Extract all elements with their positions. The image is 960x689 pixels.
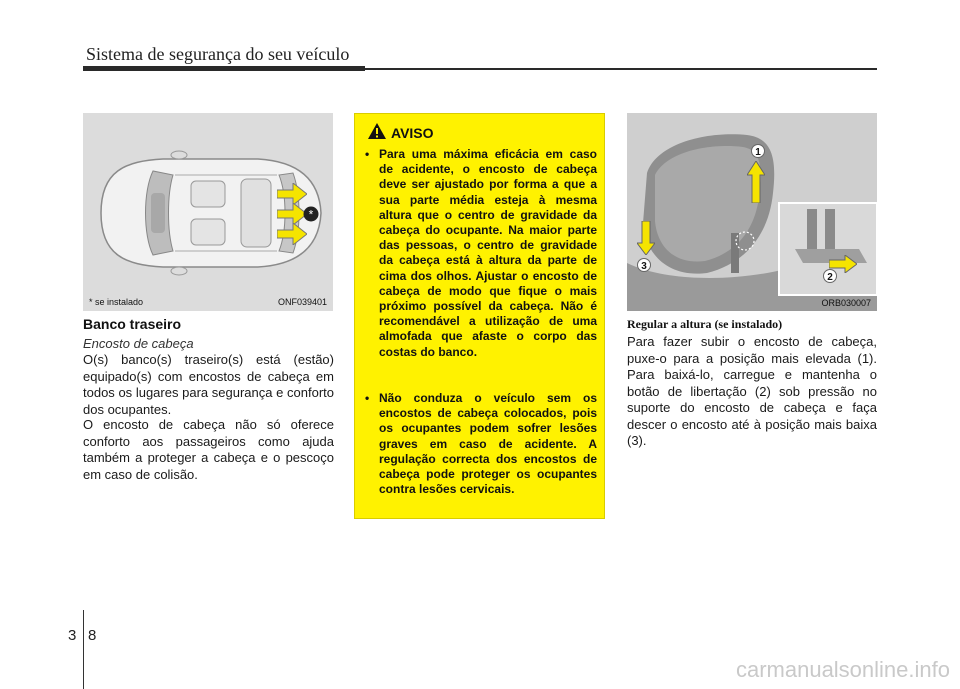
bullet: •: [365, 391, 370, 405]
warning-item-text: Não conduza o veículo sem os encostos de cabeça colocados, pois os ocupantes podem sofrer lesões graves em caso de acidente. A regulação correcta dos encostos de cabeça pode proteger os ocupantes contra lesões cervicais.: [379, 391, 597, 497]
headrest-adjustment-figure: [627, 113, 877, 311]
warning-item-text: Para uma máxima eficácia em caso de acidente, o encosto de cabeça deve ser ajustado por forma a que a sua parte média esteja à mesma altura que o centro de gravidade da cabeça do ocupante. Na maior parte das pessoas, o centro de gravidade da cabeça está à altura da parte de cima dos olhos. Ajustar o encosto de cabeça de modo que fique o mais próximo possível da cabeça. Não é recomendável a utilização de uma almofada que afaste o corpo das costas do banco.: [379, 147, 597, 359]
paragraph: O(s) banco(s) traseiro(s) está (estão) equipado(s) com encostos de cabeça em todos os lugares para segurança e conforto dos ocupantes.: [83, 352, 334, 417]
warning-triangle-icon: [367, 122, 387, 140]
callout-label: 2: [827, 272, 833, 283]
warning-item: [365, 391, 597, 497]
figure-code: ONF039401: [277, 297, 327, 307]
right-heading: Regular a altura (se instalado): [627, 317, 783, 331]
paragraph: Para fazer subir o encosto de cabeça, puxe-o para a posição mais elevada (1). Para baixá-lo, carregue e mantenha o botão de libertação (2) sob pressão no suporte do encosto de cabeça e faça descer o encosto até à posição mais baixa (3).: [627, 334, 877, 448]
bullet: •: [365, 147, 370, 161]
svg-text:*: *: [308, 207, 314, 222]
arrow-up-icon: [277, 223, 307, 245]
arrow-up-icon: [277, 183, 307, 205]
chapter-number: 3: [68, 627, 77, 644]
page-header-title: Sistema de segurança do seu veículo: [86, 44, 350, 64]
header-rule-thin: [365, 68, 877, 70]
figure-caption: * se instalado: [89, 297, 144, 307]
callout-label: 1: [755, 147, 761, 158]
section-heading: Banco traseiro: [83, 316, 182, 332]
warning-box: [354, 113, 605, 519]
warning-item: [365, 147, 597, 360]
headrest-illustration: [627, 113, 877, 311]
figure-code: ORB030007: [821, 298, 871, 308]
paragraph: O encosto de cabeça não só oferece conforto aos passageiros como ajuda também a proteger a cabeça e o pescoço em caso de colisão.: [83, 417, 334, 482]
callout-badge: [751, 144, 765, 158]
watermark: carmanualsonline.info: [735, 657, 950, 682]
rear-seat-car-figure: [83, 113, 333, 311]
header-rule-thick: [83, 66, 365, 71]
arrow-down-icon: [637, 221, 655, 255]
asterisk-badge-icon: [303, 206, 319, 222]
callout-badge: [637, 258, 651, 272]
warning-title: AVISO: [391, 125, 434, 141]
callout-badge: [823, 269, 837, 283]
sub-heading: Encosto de cabeça: [83, 336, 194, 351]
footer-rule: [83, 610, 84, 689]
callout-label: 3: [641, 261, 647, 272]
arrow-up-icon: [747, 161, 765, 203]
page-number: 8: [88, 627, 97, 644]
